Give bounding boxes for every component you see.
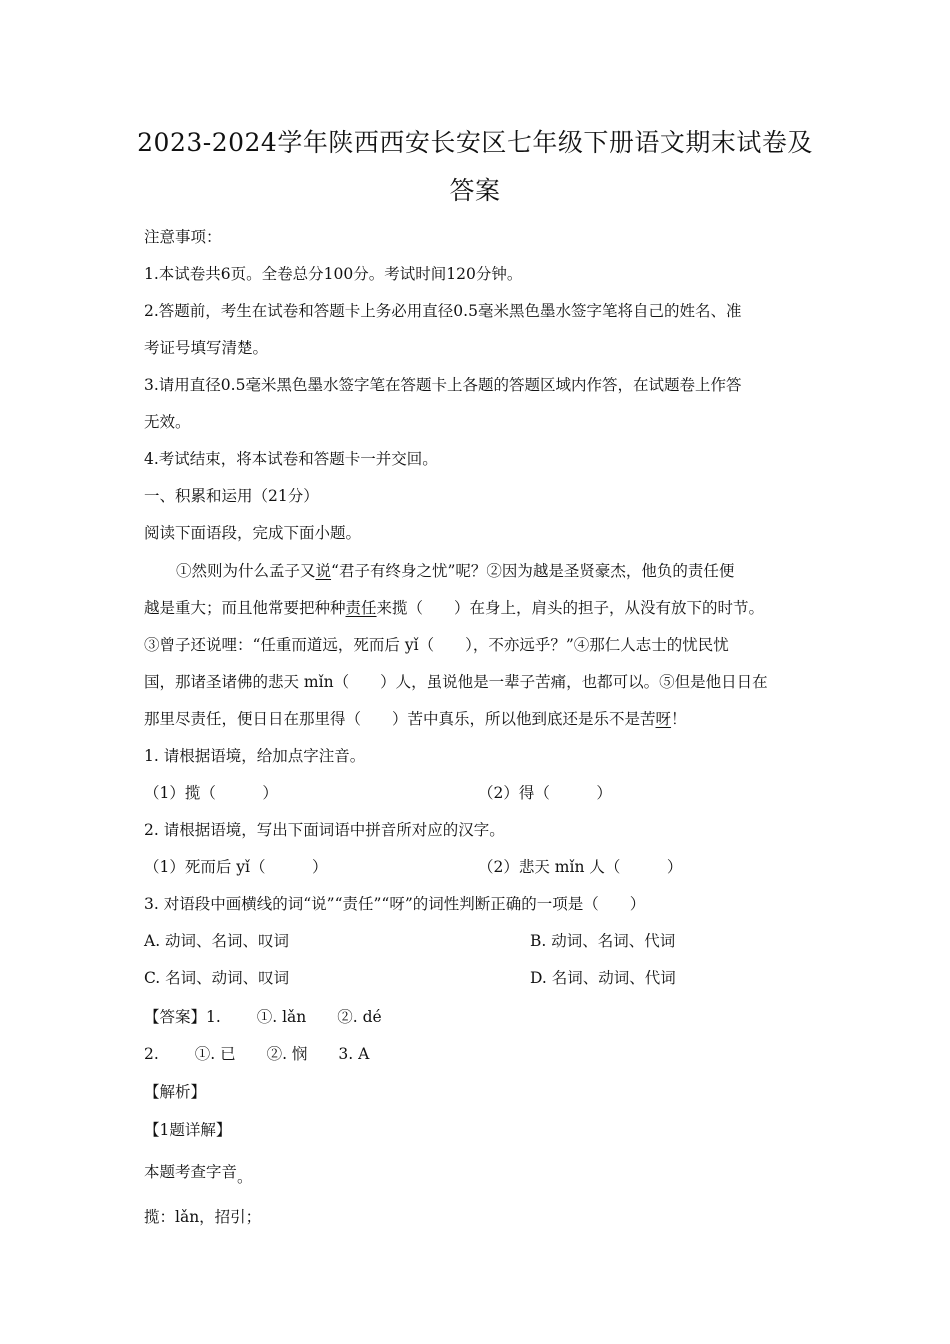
document-title-line-2: 答案 xyxy=(449,176,501,205)
question-3: 3. 对语段中画横线的词“说”“责任”“呀”的词性判断正确的一项是（ ） xyxy=(144,895,646,913)
passage-line-2 xyxy=(144,597,764,619)
note-2-line-b: 考证号填写清楚。 xyxy=(144,339,269,357)
question-1-item-1: （1）揽（ ） xyxy=(144,784,278,802)
question-2-item-2: （2）悲天 mǐn 人（ ） xyxy=(478,858,683,876)
analysis-subheading: 【1题详解】 xyxy=(144,1121,232,1139)
analysis-text-1 xyxy=(144,1161,253,1186)
underlined-word-zeren: 责任 xyxy=(345,599,377,617)
note-2-line-a: 2.答题前，考生在试卷和答题卡上务必用直径0.5毫米黑色墨水签字笔将自己的姓名、准 xyxy=(144,302,742,320)
question-2: 2. 请根据语境，写出下面词语中拼音所对应的汉字。 xyxy=(144,821,505,839)
analysis-text-2: 揽：lǎn，招引； xyxy=(144,1208,262,1226)
underlined-word-ya: 呀 xyxy=(655,710,672,728)
answer-line-1: 【答案】1. ①. lǎn ②. dé xyxy=(144,1008,382,1026)
analysis-period: 。 xyxy=(237,1168,253,1186)
question-1-item-2: （2）得（ ） xyxy=(478,784,612,802)
analysis-text: 本题考查字音 xyxy=(144,1163,238,1181)
passage-text: ！ xyxy=(671,710,687,728)
question-1: 1. 请根据语境，给加点字注音。 xyxy=(144,747,366,765)
passage-line-4: 国，那诸圣诸佛的悲天 mǐn（ ）人，虽说他是一辈子苦痛，也都可以。⑤但是他日日在 xyxy=(144,673,768,691)
passage-text: 那里尽责任，便日日在那里得（ ）苦中真乐，所以他到底还是乐不是苦 xyxy=(144,710,656,728)
section-1-heading: 一、积累和运用（21分） xyxy=(144,487,319,505)
option-b: B. 动词、名词、代词 xyxy=(530,932,676,950)
passage-text: ①然则为什么孟子又 xyxy=(176,562,316,580)
passage-text: 越是重大；而且他常要把种种 xyxy=(144,599,346,617)
note-1: 1.本试卷共6页。全卷总分100分。考试时间120分钟。 xyxy=(144,265,523,283)
passage-line-3: ③曾子还说哩：“任重而道远，死而后 yǐ（ ），不亦远乎？”④那仁人志士的忧民忧 xyxy=(144,636,729,654)
note-3-line-a: 3.请用直径0.5毫米黑色墨水签字笔在答题卡上各题的答题区域内作答，在试题卷上作答 xyxy=(144,376,742,394)
note-3-line-b: 无效。 xyxy=(144,413,191,431)
passage-text: “君子有终身之忧”呢？②因为越是圣贤豪杰，他负的责任便 xyxy=(331,562,735,580)
answer-line-2: 2. ①. 已 ②. 悯 3. A xyxy=(144,1045,370,1063)
notes-heading: 注意事项： xyxy=(144,228,222,246)
option-c: C. 名词、动词、叹词 xyxy=(144,969,290,987)
question-2-item-1: （1）死而后 yǐ（ ） xyxy=(144,858,328,876)
section-1-instruction: 阅读下面语段，完成下面小题。 xyxy=(144,524,362,542)
passage-line-1 xyxy=(176,560,734,582)
analysis-heading: 【解析】 xyxy=(144,1083,207,1101)
passage-line-5 xyxy=(144,708,687,730)
document-title-line-1: 2023-2024学年陕西西安长安区七年级下册语文期末试卷及 xyxy=(137,128,813,157)
underlined-word-shuo: 说 xyxy=(315,562,332,580)
note-4: 4.考试结束，将本试卷和答题卡一并交回。 xyxy=(144,450,438,468)
option-a: A. 动词、名词、叹词 xyxy=(144,932,290,950)
option-d: D. 名词、动词、代词 xyxy=(530,969,676,987)
passage-text: 来揽（ ）在身上，肩头的担子，从没有放下的时节。 xyxy=(376,599,765,617)
